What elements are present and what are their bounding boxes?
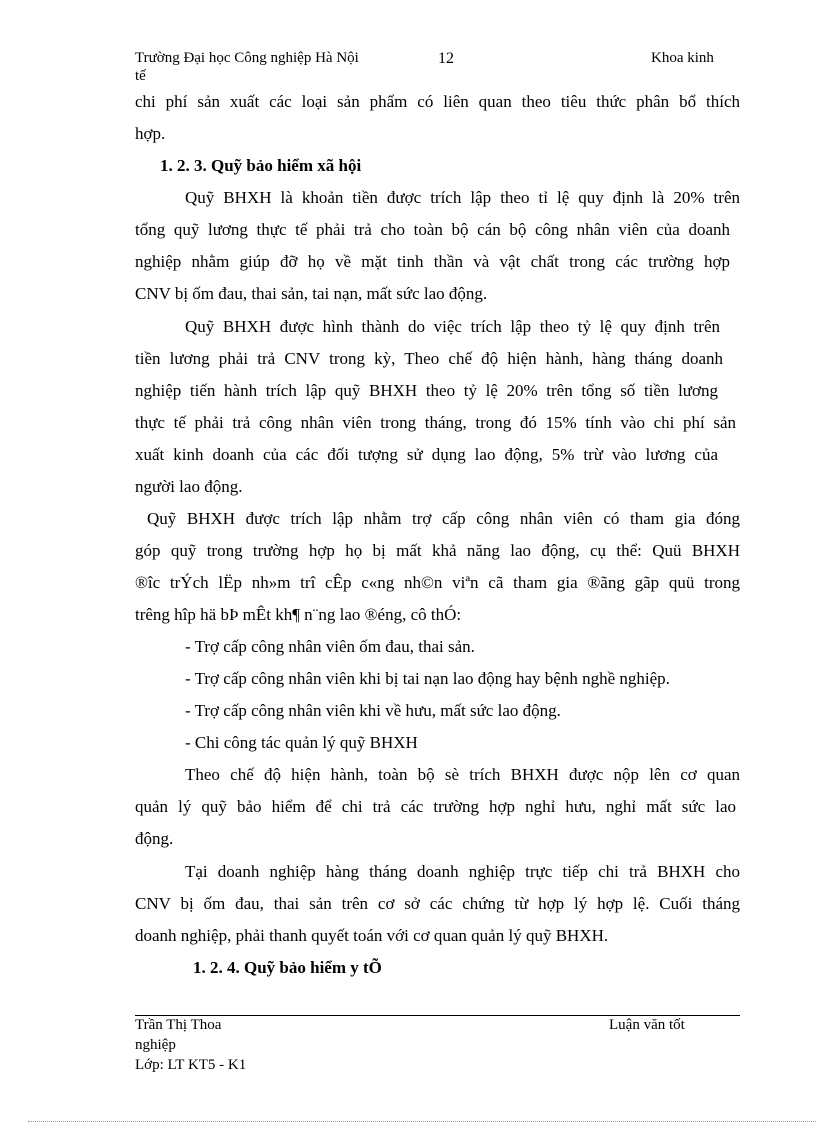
body-line: CNV bị ốm đau, thai sản trên cơ sở các chứng từ hợp lý hợp lệ. Cuối tháng	[135, 894, 740, 913]
body-line: trêng hîp hä bÞ mÊt kh¶ n¨ng lao ®éng, cô thÓ:	[135, 605, 462, 624]
body-line: quản lý quỹ bảo hiểm để chi trả các trường hợp nghỉ hưu, nghỉ mất sức lao	[135, 797, 736, 816]
footer-author: Trần Thị Thoa	[135, 1017, 222, 1033]
body-line: hợp.	[135, 124, 166, 143]
body-line: Quỹ BHXH được trích lập nhằm trợ cấp công nhân viên có tham gia đóng	[147, 509, 740, 528]
body-line: tiền lương phải trả CNV trong kỳ, Theo chế độ hiện hành, hàng tháng doanh	[135, 349, 723, 368]
body-line: chi phí sản xuất các loại sản phẩm có liên quan theo tiêu thức phân bổ thích	[135, 92, 740, 111]
body-line: doanh nghiệp, phải thanh quyết toán với cơ quan quản lý quỹ BHXH.	[135, 926, 609, 945]
body-line: Theo chế độ hiện hành, toàn bộ sè trích BHXH được nộp lên cơ quan	[185, 765, 740, 784]
list-item: - Trợ cấp công nhân viên khi bị tai nạn lao động hay bệnh nghề nghiệp.	[185, 669, 670, 688]
body-line: xuất kinh doanh của các đối tượng sử dụng lao động, 5% trừ vào lương của	[135, 445, 718, 464]
section-heading-1-2-3: 1. 2. 3. Quỹ bảo hiểm xã hội	[160, 156, 362, 175]
body-line: tổng quỹ lương thực tế phải trả cho toàn bộ cán bộ công nhân viên của doanh	[135, 220, 730, 239]
footer-thesis-cont: nghiệp	[135, 1037, 176, 1053]
body-line: nghiệp nhằm giúp đỡ họ về mặt tinh thần và vật chất trong các trường hợp	[135, 252, 730, 271]
body-line: người lao động.	[135, 477, 243, 496]
body-line: ®îc trÝch lËp nh»m trî cÊp c«ng nh©n viªn cã tham gia ®ãng gãp quü trong	[135, 573, 740, 592]
list-item: - Trợ cấp công nhân viên khi về hưu, mất sức lao động.	[185, 701, 561, 720]
body-line: Quỹ BHXH là khoản tiền được trích lập theo tỉ lệ quy định là 20% trên	[185, 188, 740, 207]
page-bottom-border	[28, 1121, 816, 1122]
footer-class: Lớp: LT KT5 - K1	[135, 1057, 247, 1073]
body-line: góp quỹ trong trường hợp họ bị mất khả năng lao động, cụ thể: Quü BHXH	[135, 541, 740, 560]
footer-thesis: Luận văn tốt	[609, 1017, 685, 1033]
list-item: - Trợ cấp công nhân viên ốm đau, thai sản.	[185, 637, 475, 656]
body-line: thực tế phải trả công nhân viên trong tháng, trong đó 15% tính vào chi phí sản	[135, 413, 736, 432]
footer-rule	[135, 1015, 740, 1016]
list-item: - Chi công tác quản lý quỹ BHXH	[185, 733, 418, 752]
body-line: động.	[135, 829, 174, 848]
header-school: Trường Đại học Công nghiệp Hà Nội	[135, 50, 359, 66]
section-heading-1-2-4: 1. 2. 4. Quỹ bảo hiểm y tÕ	[193, 958, 382, 977]
body-line: nghiệp tiến hành trích lập quỹ BHXH theo tỷ lệ 20% trên tổng số tiền lương	[135, 381, 718, 400]
page-number: 12	[438, 50, 454, 67]
body-line: CNV bị ốm đau, thai sản, tai nạn, mất sức lao động.	[135, 284, 488, 303]
header-faculty: Khoa kinh	[651, 50, 714, 66]
body-line: Tại doanh nghiệp hàng tháng doanh nghiệp trực tiếp chi trả BHXH cho	[185, 862, 740, 881]
header-faculty-cont: tế	[135, 68, 146, 84]
body-line: Quỹ BHXH được hình thành do việc trích lập theo tỷ lệ quy định trên	[185, 317, 720, 336]
